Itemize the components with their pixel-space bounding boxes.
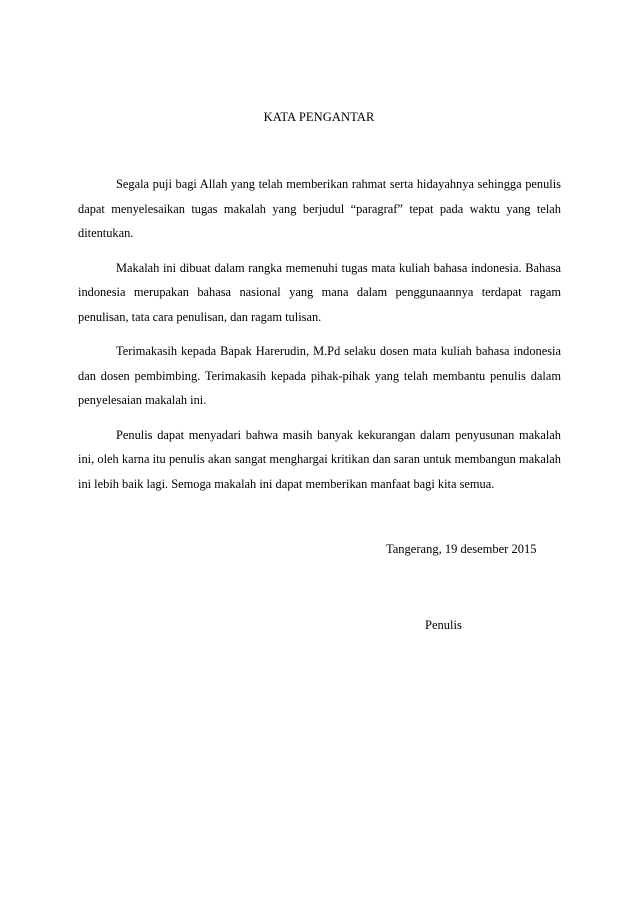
page-title: KATA PENGANTAR	[263, 110, 375, 124]
closing-author: Penulis	[425, 618, 462, 632]
closing-place-date: Tangerang, 19 desember 2015	[386, 542, 537, 556]
paragraph-purpose: Makalah ini dibuat dalam rangka memenuhi tugas mata kuliah bahasa indonesia. Bahasa indonesia merupakan bahasa nasional yang mana dalam penggunaannya terdapat ragam penulisan, tata cara penulisan, dan ragam tulisan.	[78, 260, 561, 324]
paragraph-thanks: Terimakasih kepada Bapak Harerudin, M.Pd selaku dosen mata kuliah bahasa indonesia dan dosen pembimbing. Terimakasih kepada pihak-pihak yang telah membantu penulis dalam penyelesaian makalah ini.	[78, 344, 561, 407]
body-text	[78, 172, 561, 506]
paragraph-closing: Penulis dapat menyadari bahwa masih banyak kekurangan dalam penyusunan makalah ini, oleh karna itu penulis akan sangat menghargai kritikan dan saran untuk membangun makalah ini lebih baik lagi. Semoga makalah ini dapat memberikan manfaat bagi kita semua.	[78, 427, 561, 491]
paragraph-opening: Segala puji bagi Allah yang telah memberikan rahmat serta hidayahnya sehingga penulis dapat menyelesaikan tugas makalah yang berjudul “paragraf” tepat pada waktu yang telah ditentukan.	[78, 177, 561, 240]
